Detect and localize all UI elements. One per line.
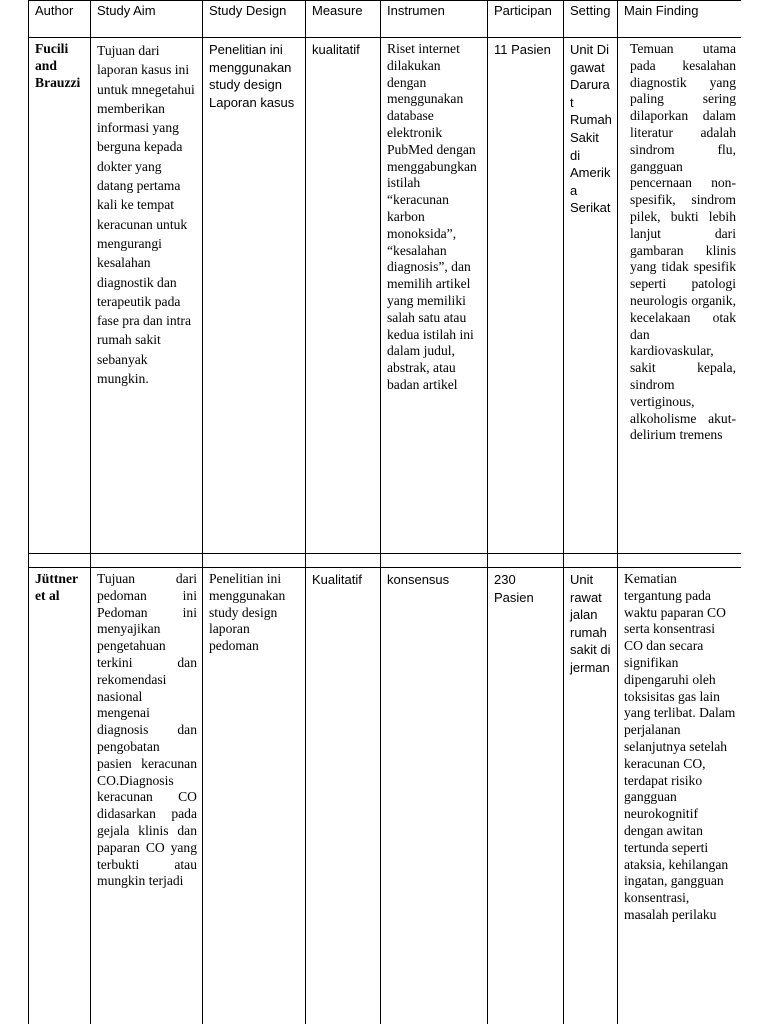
main-finding-cell: Kematian tergantung pada waktu paparan CO serta konsentrasi CO dan secara signifikan dipengaruhi oleh toksisitas gas lain yang terlibat. Dalam perjalanan selanjutnya setelah keracunan CO, terdapat risiko gangguan neurokognitif dengan awitan tertunda seperti ataksia, kehilangan ingatan, gangguan konsentrasi, masalah perilaku <box>618 568 742 1024</box>
instrumen-cell: Riset internet dilakukan dengan menggunakan database elektronik PubMed dengan menggabungkan istilah “keracunan karbon monoksida”, “kesalahan diagnosis”, dan memilih artikel yang memiliki salah satu atau kedua istilah ini dalam judul, abstrak, atau badan artikel <box>381 38 488 554</box>
header-setting: Setting <box>564 1 618 38</box>
author-cell: Jüttner et al <box>29 568 91 1024</box>
setting-cell: Unit rawat jalan rumah sakit di jerman <box>564 568 618 1024</box>
study-aim-cell: Tujuan dari pedoman ini Pedoman ini menyajikan pengetahuan terkini dan rekomendasi nasional mengenai diagnosis dan pengobatan pasien keracunan CO.Diagnosis keracunan CO didasarkan pada gejala klinis dan paparan CO yang terbukti atau mungkin terjadi <box>91 568 203 1024</box>
measure-cell: kualitatif <box>306 38 381 554</box>
instrumen-cell: konsensus <box>381 568 488 1024</box>
table-row <box>29 568 742 1024</box>
participan-cell: 230 Pasien <box>488 568 564 1024</box>
header-main-finding: Main Finding <box>618 1 742 38</box>
header-study-aim: Study Aim <box>91 1 203 38</box>
header-measure: Measure <box>306 1 381 38</box>
header-study-design: Study Design <box>203 1 306 38</box>
header-participan: Participan <box>488 1 564 38</box>
study-aim-cell: Tujuan dari laporan kasus ini untuk mnegetahui memberikan informasi yang berguna kepada dokter yang datang pertama kali ke tempat keracunan untuk mengurangi kesalahan diagnostik dan terapeutik pada fase pra dan intra rumah sakit sebanyak mungkin. <box>91 38 203 554</box>
table-spacer-row <box>29 554 742 568</box>
document-page <box>28 0 741 1024</box>
participan-cell: 11 Pasien <box>488 38 564 554</box>
author-cell: Fucili and Brauzzi <box>29 38 91 554</box>
literature-review-table <box>28 0 741 1024</box>
table-header-row <box>29 1 742 38</box>
measure-cell: Kualitatif <box>306 568 381 1024</box>
study-design-cell: Penelitian ini menggunakan study design laporan pedoman <box>203 568 306 1024</box>
setting-cell: Unit Di gawat Darurat Rumah Sakit di Amerika Serikat <box>564 38 618 554</box>
header-instrumen: Instrumen <box>381 1 488 38</box>
table-row <box>29 38 742 554</box>
study-design-cell: Penelitian ini menggunakan study design Laporan kasus <box>203 38 306 554</box>
main-finding-cell: Temuan utama pada kesalahan diagnostik yang paling sering dilaporkan dalam literatur adalah sindrom flu, gangguan pencernaan non-spesifik, sindrom pilek, bukti lebih lanjut dari gambaran klinis yang tidak spesifik seperti patologi neurologis organik, kecelakaan otak dan kardiovaskular, sakit kepala, sindrom vertiginous, alkoholisme akut-delirium tremens <box>618 38 742 554</box>
header-author: Author <box>29 1 91 38</box>
